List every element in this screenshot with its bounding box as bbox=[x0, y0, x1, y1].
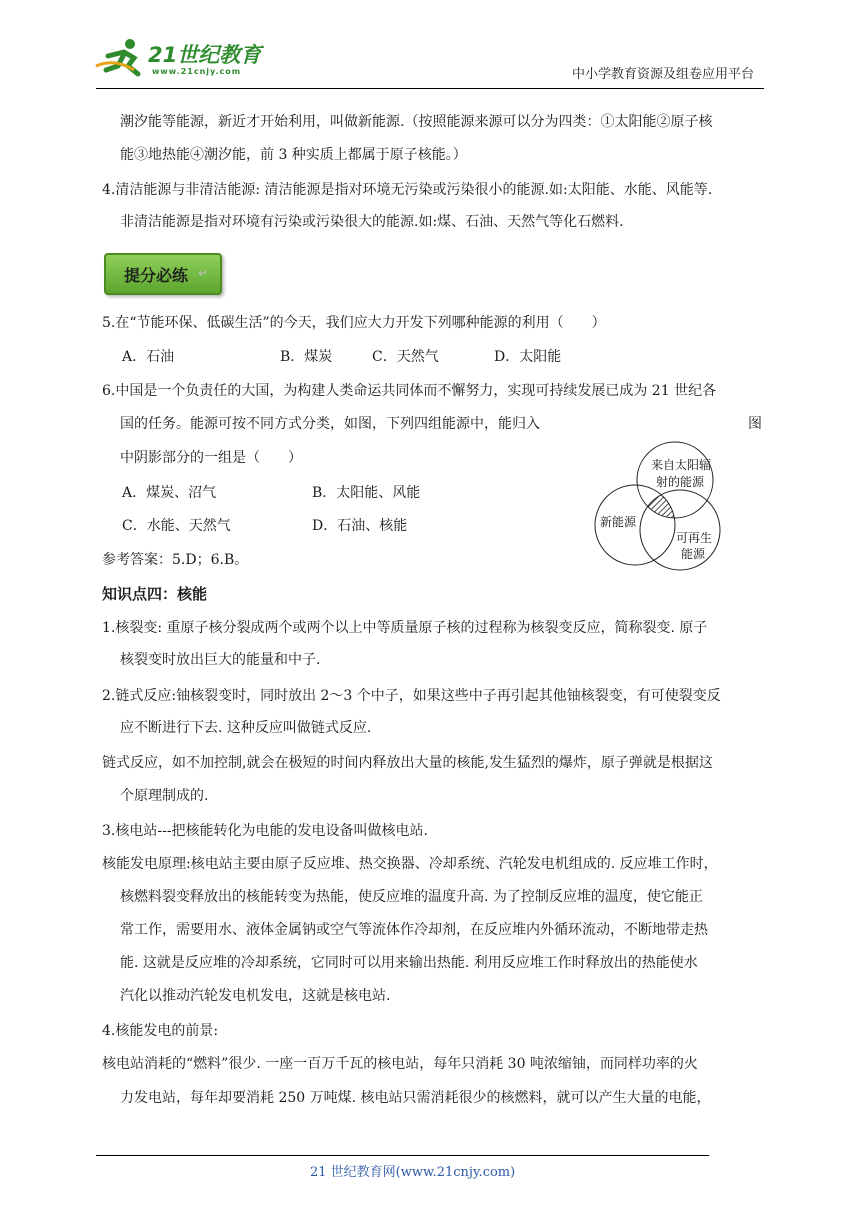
q5-option-b: B．煤炭 bbox=[280, 349, 333, 365]
text-line: 2.链式反应:铀核裂变时，同时放出 2～3 个中子，如果这些中子再引起其他铀核裂变，有可使裂变反 bbox=[102, 688, 721, 704]
logo-text: 21世纪教育 bbox=[148, 43, 262, 67]
energy-venn-diagram bbox=[590, 440, 740, 572]
text-line: 能. 这就是反应堆的冷却系统，它同时可以用来输出热能. 利用反应堆工作时释放出的热能使水 bbox=[120, 955, 698, 971]
venn-label-top: 来自太阳辐 bbox=[651, 458, 712, 472]
q5-option-a: A．石油 bbox=[122, 349, 175, 365]
question-5-stem: 5.在“节能环保、低碳生活”的今天，我们应大力开发下列哪种能源的利用（ ） bbox=[102, 315, 606, 331]
text-line: 3.核电站---把核能转化为电能的发电设备叫做核电站. bbox=[102, 823, 428, 839]
text-line: 常工作，需要用水、液体金属钠或空气等流体作冷却剂，在反应堆内外循环流动，不断地带走热 bbox=[120, 922, 708, 938]
question-6-stem: 图 bbox=[748, 416, 762, 432]
section-title: 知识点四：核能 bbox=[102, 585, 208, 603]
text-line: 4.核能发电的前景: bbox=[102, 1023, 219, 1039]
return-mark-icon: ↵ bbox=[198, 266, 209, 280]
q6-option-a: A．煤炭、沼气 bbox=[122, 485, 217, 501]
platform-title: 中小学教育资源及组卷应用平台 bbox=[571, 67, 754, 82]
text-line: 核燃料裂变释放出的核能转变为热能，使反应堆的温度升高. 为了控制反应堆的温度，使它能正 bbox=[120, 889, 703, 905]
venn-label-top: 射的能源 bbox=[656, 475, 705, 489]
text-line: 4.清洁能源与非清洁能源: 清洁能源是指对环境无污染或污染很小的能源.如:太阳能、水能、风能等. bbox=[102, 182, 713, 198]
text-line: 潮汐能等能源，新近才开始利用，叫做新能源.（按照能源来源可以分为四类：①太阳能②原子核 bbox=[120, 114, 713, 130]
answer-key: 参考答案：5.D；6.B。 bbox=[102, 552, 249, 568]
text-line: 核裂变时放出巨大的能量和中子. bbox=[120, 652, 321, 668]
practice-badge bbox=[104, 253, 222, 295]
text-line: 能③地热能④潮汐能，前 3 种实质上都属于原子核能。） bbox=[120, 147, 467, 163]
runner-logo-icon bbox=[94, 36, 154, 80]
footer-link[interactable]: 21 世纪教育网(www.21cnjy.com) bbox=[310, 1165, 516, 1180]
q5-option-c: C．天然气 bbox=[372, 349, 439, 365]
venn-label-right: 能源 bbox=[681, 547, 706, 561]
text-line: 汽化以推动汽轮发电机发电，这就是核电站. bbox=[120, 988, 391, 1004]
badge-label: 提分必练 bbox=[124, 266, 189, 285]
text-line: 力发电站，每年却要消耗 250 万吨煤. 核电站只需消耗很少的核燃料，就可以产生大量的电能， bbox=[120, 1090, 711, 1106]
q6-option-b: B．太阳能、风能 bbox=[312, 485, 421, 501]
logo-url: www.21cnjy.com bbox=[152, 67, 242, 76]
text-line: 1.核裂变: 重原子核分裂成两个或两个以上中等质量原子核的过程称为核裂变反应，简称裂变. 原子 bbox=[102, 620, 708, 636]
text-line: 非清洁能源是指对环境有污染或污染很大的能源.如:煤、石油、天然气等化石燃料. bbox=[120, 214, 624, 230]
q5-option-d: D．太阳能 bbox=[494, 349, 562, 365]
text-line: 应不断进行下去. 这种反应叫做链式反应. bbox=[120, 720, 372, 736]
question-6-stem: 中阴影部分的一组是（ ） bbox=[120, 450, 302, 466]
question-6-stem: 国的任务。能源可按不同方式分类，如图，下列四组能源中，能归入 bbox=[120, 416, 540, 432]
circle-renewable bbox=[640, 490, 720, 570]
venn-label-right: 可再生 bbox=[676, 531, 713, 545]
header-divider bbox=[96, 88, 764, 89]
question-6-stem: 6.中国是一个负责任的大国，为构建人类命运共同体而不懈努力，实现可持续发展已成为 21 世纪各 bbox=[102, 383, 717, 399]
q6-option-c: C．水能、天然气 bbox=[122, 518, 231, 534]
text-line: 核电站消耗的“燃料”很少. 一座一百万千瓦的核电站，每年只消耗 30 吨浓缩铀，而同样功率的火 bbox=[102, 1056, 698, 1072]
venn-label-left: 新能源 bbox=[600, 515, 637, 529]
text-line: 个原理制成的. bbox=[120, 788, 209, 804]
footer-divider bbox=[96, 1155, 709, 1156]
text-line: 核能发电原理:核电站主要由原子反应堆、热交换器、冷却系统、汽轮发电机组成的. 反应堆工作时， bbox=[102, 856, 718, 872]
text-line: 链式反应，如不加控制,就会在极短的时间内释放出大量的核能,发生猛烈的爆炸，原子弹就是根据这 bbox=[102, 755, 713, 771]
q6-option-d: D．石油、核能 bbox=[312, 518, 408, 534]
